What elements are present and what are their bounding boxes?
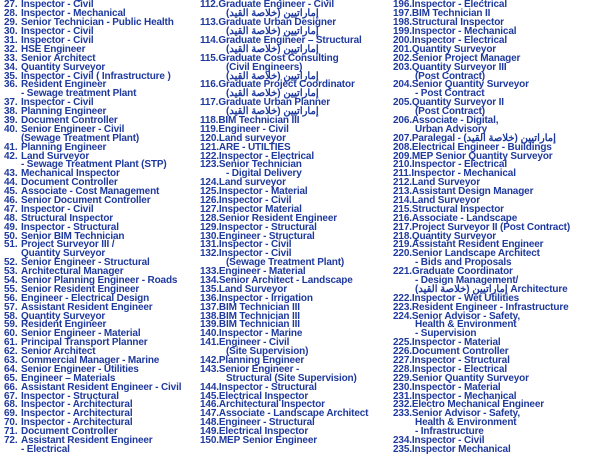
job-item-number: 66. (4, 381, 18, 393)
job-item-title-continuation: - Bids and Proposals (415, 257, 512, 269)
job-item-title: Engineer - Electrical Design (21, 292, 150, 304)
job-item-number: 120. (200, 132, 219, 144)
job-item-number: 46. (4, 194, 18, 206)
job-item-title: Commercial Manager - Marine (21, 355, 160, 367)
job-item-number: 51. (4, 239, 18, 251)
job-item-number: 224. (393, 310, 412, 322)
job-item-title: Quantity Surveyor II (411, 97, 504, 109)
job-item-number: 124. (200, 177, 219, 189)
job-item-title: Project Surveyor III / (21, 239, 115, 251)
job-item-number: 29. (4, 17, 18, 29)
job-item-title: Structural Inspector (21, 212, 114, 224)
job-item-number: 233. (393, 408, 412, 420)
job-item-title: Inspector - Structural (21, 221, 119, 233)
job-item-title: Inspector - Mechanical (411, 26, 517, 38)
job-item-title: Senior Quantity Surveyor (411, 79, 529, 91)
job-item-title: Architectural Inspector (218, 399, 325, 411)
job-item-number: 149. (200, 426, 219, 438)
job-item-title: Inspector Mechanical (411, 443, 511, 455)
job-item-title-continuation: (Post Contract) (415, 70, 485, 82)
job-item-title: Resident Engineer (21, 319, 107, 331)
job-item-title: Inspector - Mechanical (21, 8, 126, 20)
job-item-number: 207. (393, 132, 412, 144)
job-item-title-continuation: (إماراتيين (خلاصة القيد (226, 88, 319, 100)
job-item-number: 140. (200, 328, 219, 340)
job-item-title-continuation: (Sewage Treatment Plant) (226, 257, 345, 269)
job-item-title: Inspector - Material (411, 381, 501, 393)
job-item-title: Inspector - Marine (218, 328, 303, 340)
job-item-title: Architectural Manager (21, 266, 124, 278)
job-item-number: 113. (200, 17, 219, 29)
job-item-title: Senior Advisor - Safety, (411, 310, 520, 322)
job-item-number: 208. (393, 141, 412, 153)
job-item-title: Inspector - Civil (411, 435, 485, 447)
job-item-title: Inspector Material (218, 203, 302, 215)
job-item-title: Engineer - Civil (218, 123, 289, 135)
job-item-title: Senior Architect (21, 52, 96, 64)
job-item-title: Inspector - Electrical (218, 150, 314, 162)
job-item-number: 202. (393, 52, 412, 64)
job-item-number: 39. (4, 114, 18, 126)
job-item-number: 146. (200, 399, 219, 411)
job-item-title: Senior Resident Engineer (21, 283, 140, 295)
job-item-number: 136. (200, 292, 219, 304)
job-item-number: 234. (393, 435, 412, 447)
job-item-title: Land Surveyor (218, 283, 287, 295)
job-list-column-2 (200, 0, 390, 446)
job-item-title: Mechanical Inspector (21, 168, 120, 180)
job-item-title: Quantity Surveyor (21, 61, 106, 73)
job-item-title: Engineer - Civil (218, 337, 290, 349)
job-item-number: 137. (200, 301, 219, 313)
job-item-title: Quantity Surveyor (21, 310, 106, 322)
job-item-title: Assistant Resident Engineer (21, 301, 153, 313)
job-item-number: 50. (4, 230, 18, 242)
job-item-title: Land surveyor (218, 132, 286, 144)
job-item-title: Associate - Landscape (411, 212, 518, 224)
job-item-title-continuation: Quantity Surveyor (21, 248, 106, 260)
job-item-title: Senior Engineer - (218, 363, 300, 375)
job-item-number: 56. (4, 292, 18, 304)
job-item-title: Associate - Landscape Architect (218, 408, 369, 420)
job-item-title: Graduate Cost Consulting (218, 52, 339, 64)
job-item-number: 128. (200, 212, 219, 224)
job-item-title: Inspector - Civil (21, 34, 94, 46)
job-item-title: Senior Planning Engineer - Roads (21, 275, 178, 286)
job-item-number: 43. (4, 168, 18, 180)
job-item-title: Senior Advisor - Safety, (411, 408, 520, 420)
job-item-title-continuation: - Supervision (415, 328, 477, 340)
job-item-number: 132. (200, 248, 219, 260)
job-item-title: Inspector - Wet Utilities (411, 292, 520, 304)
job-item-title: Assistant Resident Engineer (21, 435, 153, 447)
job-item-number: 211. (393, 168, 412, 180)
job-item-title: Inspector - Civil (21, 203, 94, 215)
job-item-title: Electro Mechanical Engineer (411, 399, 544, 411)
job-item-number: 116. (200, 79, 219, 91)
job-item-number: 40. (4, 123, 18, 135)
job-item-number: 61. (4, 337, 18, 349)
job-item-title: Senior Engineer - Civil (21, 123, 125, 135)
job-item-number: 142. (200, 355, 219, 367)
job-item-number: 121. (200, 141, 219, 153)
job-item-number: 225. (393, 337, 412, 349)
job-item-title-continuation: (إماراتيين (خلاصة القيد (226, 106, 319, 118)
job-item-number: 60. (4, 328, 18, 340)
job-item-title: Senior Landscape Architect (411, 248, 540, 260)
job-item-number: 220. (393, 248, 412, 260)
job-item-number: 41. (4, 141, 18, 153)
job-item-number: 53. (4, 266, 18, 278)
job-item-title: Planning Engineer (218, 355, 305, 367)
job-item-title: Electrical Inspector (218, 426, 309, 438)
job-item-number: 200. (393, 34, 412, 46)
job-list-item (200, 437, 390, 446)
job-item-title: Electrical Engineer - Buildings (411, 141, 552, 153)
job-item-title: Inspector - Structural (21, 390, 119, 402)
job-item-number: 135. (200, 283, 219, 295)
job-item-title: Senior Technician - Public Health (21, 17, 174, 29)
job-item-number: 230. (393, 381, 412, 393)
job-item-number: 141. (200, 337, 219, 349)
job-item-number: 49. (4, 221, 18, 233)
job-item-number: 114. (200, 34, 219, 46)
job-item-title: Document Controller (21, 177, 118, 189)
job-item-number: 62. (4, 346, 18, 358)
job-item-title: Inspector - Architectural (21, 399, 133, 411)
job-item-title: MEP Senior Quantity Surveyor (411, 150, 553, 162)
job-item-number: 216. (393, 212, 412, 224)
job-item-number: 44. (4, 177, 18, 189)
job-item-title: Senior BIM Technician (21, 230, 125, 242)
job-item-title-continuation: (إماراتيين (خلاصة القيد (226, 70, 319, 82)
job-item-title-continuation: (إماراتيين (خلاصة القيد (226, 8, 319, 20)
job-item-title: BIM Technician III (218, 114, 300, 126)
job-item-title-continuation: - Electrical (21, 443, 70, 455)
job-item-number: 118. (200, 114, 219, 126)
job-item-number: 65. (4, 372, 18, 384)
job-item-title-continuation: Urban Advisory (415, 123, 487, 135)
job-item-number: 201. (393, 43, 412, 55)
job-item-number: 203. (393, 61, 412, 73)
job-item-title: Document Controller (21, 114, 118, 126)
job-item-number: 235. (393, 443, 412, 455)
job-item-number: 67. (4, 390, 18, 402)
job-item-title-continuation: Structural (Site Supervision) (226, 372, 357, 384)
job-item-title: Assistant Resident Engineer - Civil (21, 381, 182, 393)
job-item-number: 148. (200, 417, 219, 429)
job-item-title: Inspector - Irrigation (218, 292, 313, 304)
job-item-number: 209. (393, 150, 412, 162)
job-item-number: 231. (393, 390, 412, 402)
job-item-title-continuation: (Civil Engineers) (226, 61, 303, 73)
job-item-title: Inspector - Electrical (411, 0, 507, 11)
job-item-title: MEP Senior Engineer (218, 435, 317, 447)
job-item-number: 145. (200, 390, 219, 402)
job-item-number: 45. (4, 186, 18, 198)
job-item-title-continuation: (إماراتيين (خلاصة القيد (226, 26, 319, 38)
job-item-title: Senior Architect - Landscape (218, 275, 353, 286)
job-item-number: 126. (200, 194, 219, 206)
job-item-title: Senior Engineer - Material (21, 328, 141, 340)
job-item-title: Graduate Engineer - Civil (218, 0, 335, 11)
job-item-title-continuation: Health & Environment (415, 417, 517, 429)
job-item-number: 134. (200, 275, 219, 286)
job-item-title: BIM Technician III (218, 301, 300, 313)
job-item-title: Document Controller (411, 346, 509, 358)
job-item-title: Planning Engineer (21, 141, 107, 153)
job-item-title: Inspector - Civil (21, 26, 94, 38)
job-item-number: 228. (393, 363, 412, 375)
job-item-title: Paralegal - (إماراتيين (خلاصة القيد (411, 132, 556, 144)
job-list-column-1 (4, 0, 194, 455)
job-item-title: Land Surveyor (411, 177, 480, 189)
job-item-number: 219. (393, 239, 412, 251)
job-item-title: ARE - UTILTIES (218, 141, 291, 153)
job-item-title: Graduate Project Coordinator (218, 79, 355, 91)
job-item-number: 119. (200, 123, 219, 135)
job-item-number: 226. (393, 346, 412, 358)
job-item-title: Inspector - Architectural (21, 417, 133, 429)
job-item-number: 37. (4, 97, 18, 109)
job-item-title: Inspector - Civil ( Infrastructure ) (21, 70, 171, 82)
job-item-number: 32. (4, 43, 18, 55)
job-item-title: BIM Technician III (218, 310, 300, 322)
job-item-number: 59. (4, 319, 18, 331)
job-item-title: Associate - Digital, (411, 114, 499, 126)
job-item-number: 227. (393, 355, 412, 367)
job-item-title: Planning Engineer (21, 106, 107, 118)
job-item-number: 143. (200, 363, 219, 375)
job-item-number: 196. (393, 0, 412, 11)
job-item-title: Inspector - Structural (218, 221, 317, 233)
job-item-title: Principal Transport Planner (21, 337, 148, 349)
job-item-number: 117. (200, 97, 219, 109)
job-item-number: 68. (4, 399, 18, 411)
job-item-number: 58. (4, 310, 18, 322)
job-item-number: 229. (393, 372, 412, 384)
job-item-title: BIM Technician III (218, 319, 300, 331)
job-item-number: 215. (393, 203, 412, 215)
job-item-title-continuation: (Sewage Treatment Plant) (21, 132, 140, 144)
job-item-title-continuation: - Digital Delivery (226, 168, 302, 180)
job-item-title: Graduate Engineer – Structural (218, 34, 362, 46)
job-item-title: Inspector - Civil (218, 248, 292, 260)
job-item-title: Inspector - Mechanical (411, 390, 517, 402)
job-item-number: 42. (4, 150, 18, 162)
job-item-title-continuation: - Post Contract (415, 88, 485, 100)
job-item-title: Inspector - Civil (218, 239, 292, 251)
job-item-title-continuation: - Design Management/ (415, 275, 519, 286)
job-item-title: Inspector - Civil (21, 97, 94, 109)
job-item-title: Graduate Urban Planner (218, 97, 331, 109)
job-item-number: 223. (393, 301, 412, 313)
job-item-number: 112. (200, 0, 219, 11)
job-item-number: 210. (393, 159, 412, 171)
job-item-number: 54. (4, 275, 18, 286)
job-item-number: 131. (200, 239, 219, 251)
job-item-title: Graduate Urban Designer (218, 17, 337, 29)
job-item-title: Senior Resident Engineer (218, 212, 337, 224)
job-item-title: Resident Engineer (21, 79, 107, 91)
job-item-title: Land surveyor (218, 177, 286, 189)
job-item-number: 129. (200, 221, 219, 233)
job-item-number: 197. (393, 8, 412, 20)
job-item-number: 52. (4, 257, 18, 269)
job-item-number: 38. (4, 106, 18, 118)
job-item-number: 63. (4, 355, 18, 367)
job-item-title: Quantity Surveyor (411, 230, 497, 242)
job-item-title: HSE Engineer (21, 43, 86, 55)
job-item-title: Graduate Coordinator (411, 266, 513, 278)
job-item-title: Senior Engineer - Utilities (21, 363, 139, 375)
job-item-number: 115. (200, 52, 219, 64)
job-list-column-3 (393, 0, 598, 455)
job-item-title: Engineer - Structural (218, 230, 315, 242)
job-item-title: Senior Document Controller (21, 194, 151, 206)
job-item-number: 205. (393, 97, 412, 109)
job-item-number: 150. (200, 435, 219, 447)
job-item-title-continuation: (إماراتيين (خلاصة القيد (226, 43, 319, 55)
job-item-title: Inspector - Electrical (411, 159, 507, 171)
job-item-number: 30. (4, 26, 18, 38)
job-item-title: Inspector - Structural (411, 355, 510, 367)
job-item-number: 138. (200, 310, 219, 322)
job-item-title-continuation: - Sewage Treatment Plant (STP) (21, 159, 167, 171)
job-item-number: 127. (200, 203, 219, 215)
job-item-number: 123. (200, 159, 219, 171)
job-item-number: 218. (393, 230, 412, 242)
job-item-title-continuation: (Post Contract) (415, 106, 485, 118)
job-item-number: 133. (200, 266, 219, 278)
job-item-title: Project Surveyor II (Post Contract) (411, 221, 570, 233)
job-item-number: 70. (4, 417, 18, 429)
job-item-title: Senior Technician (218, 159, 302, 171)
job-item-title: Inspector - Civil (21, 0, 94, 11)
job-item-number: 69. (4, 408, 18, 420)
job-item-number: 48. (4, 212, 18, 224)
job-item-number: 33. (4, 52, 18, 64)
job-item-title: Engineer - Material (218, 266, 306, 278)
job-item-title-continuation: (إماراتيين (خلاصة القيد Architecture (415, 283, 568, 295)
job-item-number: 130. (200, 230, 219, 242)
job-item-title: Engineer - Structural (218, 417, 315, 429)
job-item-number: 139. (200, 319, 219, 331)
job-item-number: 34. (4, 61, 18, 73)
job-item-title: Senior Project Manager (411, 52, 521, 64)
job-item-number: 71. (4, 426, 18, 438)
job-item-number: 212. (393, 177, 412, 189)
job-item-title: Land Surveyor (411, 194, 480, 206)
job-item-title: Land Surveyor (21, 150, 90, 162)
job-item-number: 36. (4, 79, 18, 91)
job-item-number: 122. (200, 150, 219, 162)
job-item-title: Inspector - Structural (218, 381, 317, 393)
job-item-number: 57. (4, 301, 18, 313)
job-item-title: BIM Technician II (411, 8, 491, 20)
job-item-number: 47. (4, 203, 18, 215)
job-item-title-continuation: - Infrastructure (415, 426, 484, 438)
job-item-number: 222. (393, 292, 412, 304)
job-item-title: Inspector - Electrical (411, 34, 507, 46)
job-item-title: Inspector - Mechanical (411, 168, 516, 180)
job-item-title: Inspector - Electrical (411, 363, 507, 375)
job-item-title: Inspector - Architectural (21, 408, 133, 420)
job-item-number: 28. (4, 8, 18, 20)
job-item-title-continuation: - Sewage treatment Plant (21, 88, 137, 100)
job-item-number: 206. (393, 114, 412, 126)
job-item-title-continuation: Health & Environment (415, 319, 517, 331)
job-item-number: 199. (393, 26, 412, 38)
job-item-number: 147. (200, 408, 219, 420)
job-item-title: Assistant Resident Engineer (411, 239, 544, 251)
job-item-number: 35. (4, 70, 18, 82)
job-item-title: Structural Inspector (411, 203, 504, 215)
job-item-number: 213. (393, 186, 412, 198)
job-item-title: Senior Architect (21, 346, 96, 358)
job-item-title: Electrical Inspector (218, 390, 309, 402)
job-item-number: 31. (4, 34, 18, 46)
job-item-title: Quantity Surveyor (411, 43, 497, 55)
job-item-title: Associate - Cost Management (21, 186, 160, 198)
job-item-title: Assistant Design Manager (411, 186, 534, 198)
job-item-title: Inspector - Civil (218, 194, 292, 206)
job-item-number: 214. (393, 194, 412, 206)
job-item-number: 204. (393, 79, 412, 91)
job-item-title: Resident Engineer - Infrastructure (411, 301, 569, 313)
job-item-title: Senior Engineer - Structural (21, 257, 150, 269)
job-item-number: 55. (4, 283, 18, 295)
job-item-title: Document Controller (21, 426, 118, 438)
job-item-number: 217. (393, 221, 412, 233)
job-list-item (393, 443, 598, 455)
job-item-number: 72. (4, 435, 18, 447)
job-item-title: Inspector - Material (411, 337, 501, 349)
job-item-number: 27. (4, 0, 18, 11)
job-item-number: 198. (393, 17, 412, 29)
job-item-title: Engineer – Materials (21, 372, 116, 384)
job-item-title: Structural Inspector (411, 17, 504, 29)
job-item-title: Inspector - Material (218, 186, 308, 198)
job-item-number: 221. (393, 266, 412, 278)
job-item-number: 125. (200, 186, 219, 198)
job-item-title-continuation: (Site Supervision) (226, 346, 309, 358)
job-item-title: Senior Quantity Surveyor (411, 372, 529, 384)
job-item-title: Quantity Surveyor III (411, 61, 507, 73)
job-item-number: 64. (4, 363, 18, 375)
job-item-number: 144. (200, 381, 219, 393)
job-item-number: 232. (393, 399, 412, 411)
